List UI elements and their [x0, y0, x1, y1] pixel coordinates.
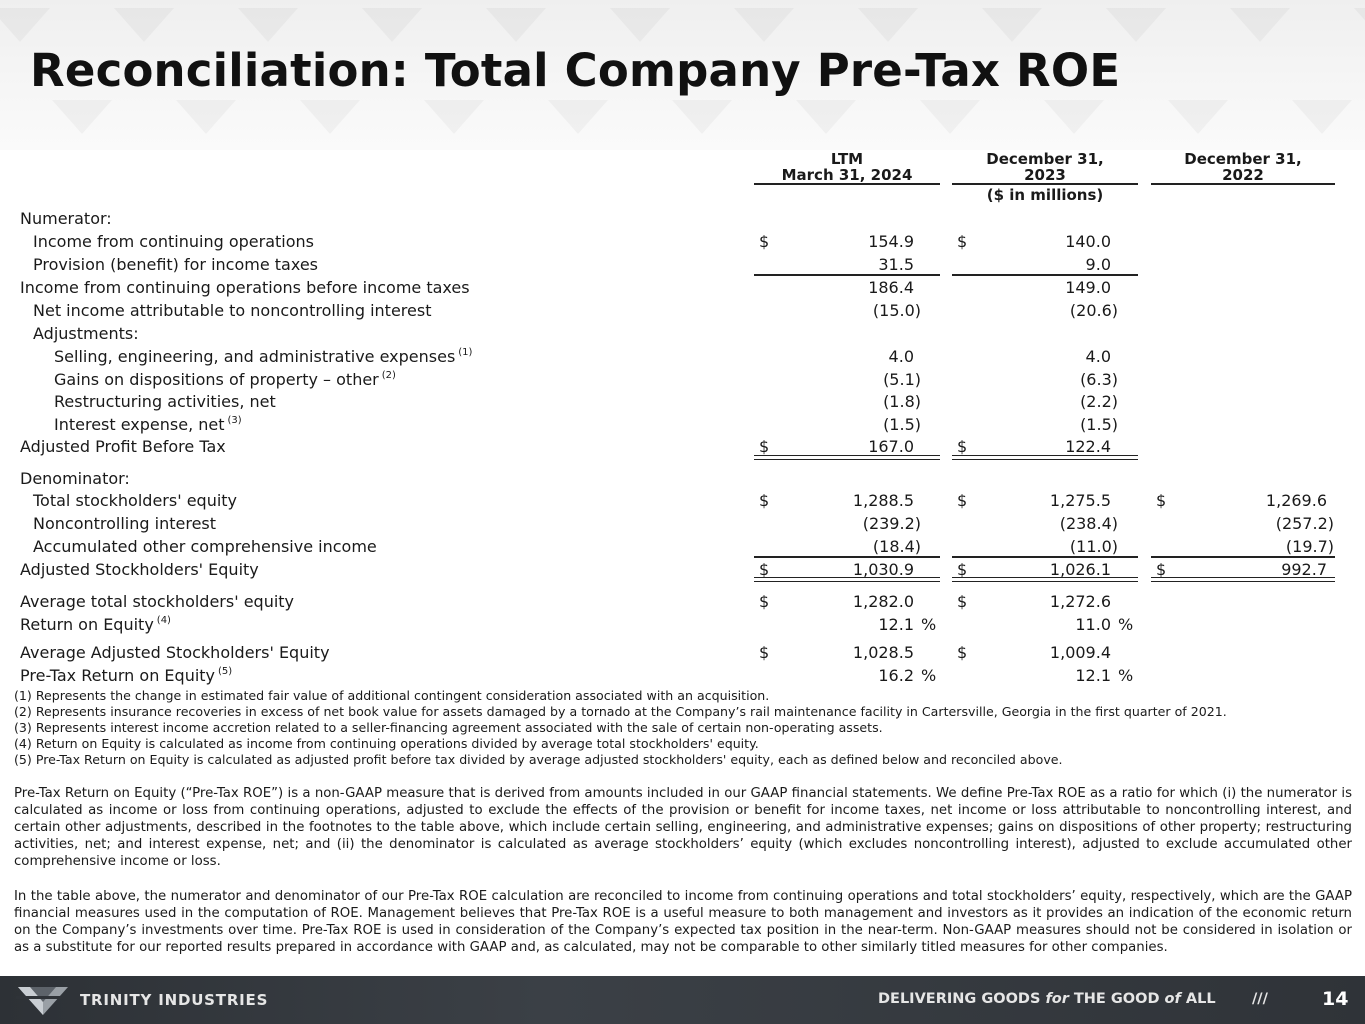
footnote-marker: (4)	[156, 615, 171, 626]
decorative-triangle	[548, 100, 608, 134]
footnote-marker: (2)	[381, 370, 396, 381]
cell-value: 154.9	[868, 232, 914, 251]
slashes-divider: ///	[1252, 991, 1268, 1007]
decorative-triangle	[300, 100, 360, 134]
footnote: (4) Return on Equity is calculated as income from continuing operations divided by average total stockholders' equity.	[14, 736, 759, 751]
table-row	[0, 514, 1365, 536]
column-header-line2: 2022	[1222, 166, 1264, 184]
decorative-triangle	[0, 8, 50, 42]
dollar-sign: $	[957, 592, 968, 611]
decorative-triangle	[734, 8, 794, 42]
decorative-triangle	[1044, 100, 1104, 134]
table-row	[0, 278, 1365, 300]
total-double-rule	[754, 577, 940, 582]
decorative-triangle	[920, 100, 980, 134]
dollar-sign: $	[759, 437, 770, 456]
row-label	[20, 469, 130, 488]
total-double-rule	[754, 455, 940, 460]
row-label-text: Accumulated other comprehensive income	[33, 537, 377, 556]
row-label-text: Income from continuing operations before income taxes	[20, 278, 470, 297]
cell-value: 4.0	[1085, 347, 1111, 366]
cell-value: (257.2)	[1275, 514, 1334, 533]
tagline-part: DELIVERING GOODS	[878, 991, 1046, 1007]
row-label	[20, 592, 294, 611]
cell-value: 16.2	[878, 666, 914, 685]
cell-value: 9.0	[1085, 255, 1111, 274]
subtotal-rule	[1151, 556, 1335, 558]
decorative-triangle	[1106, 8, 1166, 42]
row-label	[33, 324, 139, 343]
dollar-sign: $	[957, 643, 968, 662]
row-label	[33, 255, 318, 274]
table-row	[0, 666, 1365, 688]
table-row	[0, 232, 1365, 254]
percent-sign: %	[1118, 615, 1134, 634]
cell-value: 1,288.5	[852, 491, 914, 510]
row-label	[54, 392, 276, 411]
decorative-triangle	[1168, 100, 1228, 134]
row-label-text: Numerator:	[20, 209, 112, 228]
column-header-line1: December 31,	[1184, 150, 1302, 168]
row-label-text: Adjustments:	[33, 324, 139, 343]
definition-paragraph: Pre-Tax Return on Equity (“Pre-Tax ROE”) is a non-GAAP measure that is derived from amounts included in our GAAP financial statements. We define Pre-Tax ROE as a ratio for which (i) the numerator is calculated as income or loss from continuing operations, adjusted to exclude the effects of the provision or benefit for income taxes, net income or loss attributable to noncontrolling interest, and certain other adjustments, described in the footnotes to the table above, which include certain selling, engineering, and administrative expenses; gains on dispositions of other property; restructuring activities, net; and interest expense, net; and (ii) the denominator is calculated as average stockholders’ equity (which excludes noncontrolling interest), adjusted to exclude accumulated other comprehensive income or loss.	[14, 786, 1352, 869]
cell-value: 149.0	[1065, 278, 1111, 297]
cell-value: 186.4	[868, 278, 914, 297]
row-label	[54, 370, 396, 389]
units-label: ($ in millions)	[986, 186, 1104, 204]
decorative-triangle	[672, 100, 732, 134]
table-row	[0, 255, 1365, 277]
cell-value: (19.7)	[1285, 537, 1334, 556]
row-label-text: Income from continuing operations	[33, 232, 314, 251]
cell-value: 1,275.5	[1049, 491, 1111, 510]
cell-value: 12.1	[878, 615, 914, 634]
cell-value: (1.8)	[883, 392, 921, 411]
tagline	[878, 991, 1216, 1007]
cell-value: 11.0	[1075, 615, 1111, 634]
page-number: 14	[1322, 988, 1349, 1010]
column-header-line2: March 31, 2024	[781, 166, 913, 184]
header-rule	[952, 183, 1138, 185]
cell-value: (20.6)	[1069, 301, 1118, 320]
decorative-triangle	[1354, 8, 1365, 42]
row-label-text: Gains on dispositions of property – other	[54, 370, 379, 389]
row-label	[54, 347, 472, 366]
table-row	[0, 491, 1365, 513]
row-label	[33, 491, 237, 510]
decorative-triangle	[796, 100, 856, 134]
header-rule	[1151, 183, 1335, 185]
footer-bar	[0, 976, 1365, 1024]
footnote: (2) Represents insurance recoveries in excess of net book value for assets damaged by a tornado at the Company’s rail maintenance facility in Cartersville, Georgia in the first quarter of 2021.	[14, 704, 1227, 719]
row-label-text: Provision (benefit) for income taxes	[33, 255, 319, 274]
cell-value: 1,282.0	[852, 592, 914, 611]
cell-value: (18.4)	[872, 537, 921, 556]
row-label-text: Denominator:	[20, 469, 130, 488]
dollar-sign: $	[957, 560, 968, 579]
cell-value: (239.2)	[862, 514, 921, 533]
row-label-text: Average total stockholders' equity	[20, 592, 295, 611]
table-row	[0, 592, 1365, 614]
table-row	[0, 209, 1365, 231]
decorative-triangle	[52, 100, 112, 134]
cell-value: (1.5)	[883, 415, 921, 434]
row-label	[33, 232, 314, 251]
row-label	[20, 643, 330, 662]
cell-value: 140.0	[1065, 232, 1111, 251]
row-label-text: Interest expense, net	[54, 415, 225, 434]
column-header-ltm	[754, 151, 940, 183]
table-row	[0, 324, 1365, 346]
cell-value: 1,030.9	[852, 560, 914, 579]
cell-value: (2.2)	[1080, 392, 1118, 411]
table-row	[0, 643, 1365, 665]
subtotal-rule	[952, 274, 1138, 276]
dollar-sign: $	[957, 491, 968, 510]
row-label-text: Average Adjusted Stockholders' Equity	[20, 643, 330, 662]
tagline-for: for	[1045, 991, 1069, 1007]
row-label	[33, 537, 377, 556]
footnotes	[14, 688, 1354, 768]
cell-value: 1,009.4	[1049, 643, 1111, 662]
footnote: (1) Represents the change in estimated fair value of additional contingent consideration associated with an acquisition.	[14, 688, 770, 703]
dollar-sign: $	[957, 437, 968, 456]
decorative-triangle	[114, 8, 174, 42]
cell-value: 1,272.6	[1049, 592, 1111, 611]
row-label-text: Total stockholders' equity	[33, 491, 238, 510]
cell-value: 12.1	[1075, 666, 1111, 685]
cell-value: 992.7	[1281, 560, 1327, 579]
total-double-rule	[952, 577, 1138, 582]
column-header-2022	[1151, 151, 1335, 183]
cell-value: (15.0)	[872, 301, 921, 320]
subtotal-rule	[952, 556, 1138, 558]
subtotal-rule	[754, 556, 940, 558]
subtotal-rule	[754, 274, 940, 276]
total-double-rule	[1151, 577, 1335, 582]
row-label	[20, 560, 259, 579]
cell-value: 31.5	[878, 255, 914, 274]
cell-value: 1,269.6	[1265, 491, 1327, 510]
cell-value: 167.0	[868, 437, 914, 456]
column-header-line1: LTM	[830, 150, 864, 168]
percent-sign: %	[921, 615, 937, 634]
brand-name: TRINITY INDUSTRIES	[80, 991, 269, 1009]
explanation-paragraph: In the table above, the numerator and denominator of our Pre-Tax ROE calculation are reconciled to income from continuing operations and total stockholders’ equity, respectively, which are the GAAP financial measures used in the computation of ROE. Management believes that Pre-Tax ROE is a useful measure to both management and investors as it provides an indication of the economic return on the Company’s investments over time. Pre-Tax ROE is used in consideration of the Company’s expected tax position in the near-term. Non-GAAP measures should not be considered in isolation or as a substitute for our reported results prepared in accordance with GAAP and, as calculated, may not be comparable to other similarly titled measures for other companies.	[14, 889, 1352, 955]
table-row	[0, 392, 1365, 414]
cell-value: 1,026.1	[1049, 560, 1111, 579]
total-double-rule	[952, 455, 1138, 460]
cell-value: (1.5)	[1080, 415, 1118, 434]
decorative-triangle	[238, 8, 298, 42]
row-label	[33, 514, 216, 533]
column-header-2023	[952, 151, 1138, 183]
cell-value: 4.0	[888, 347, 914, 366]
table-row	[0, 347, 1365, 369]
dollar-sign: $	[1156, 560, 1167, 579]
table-row	[0, 615, 1365, 637]
table-row	[0, 370, 1365, 392]
decorative-triangle	[858, 8, 918, 42]
row-label	[20, 209, 112, 228]
row-label-text: Pre-Tax Return on Equity	[20, 666, 216, 685]
decorative-triangle	[1292, 100, 1352, 134]
footnote-marker: (1)	[458, 347, 473, 358]
row-label	[20, 615, 171, 634]
dollar-sign: $	[1156, 491, 1167, 510]
tagline-of: of	[1164, 991, 1181, 1007]
decorative-triangle	[1230, 8, 1290, 42]
dollar-sign: $	[759, 491, 770, 510]
table-row	[0, 469, 1365, 491]
row-label-text: Restructuring activities, net	[54, 392, 276, 411]
decorative-triangle	[486, 8, 546, 42]
cell-value: (5.1)	[883, 370, 921, 389]
row-label-text: Net income attributable to noncontrolling interest	[33, 301, 432, 320]
row-label	[20, 666, 232, 685]
row-label	[33, 301, 431, 320]
row-label-text: Adjusted Stockholders' Equity	[20, 560, 259, 579]
tagline-part: THE GOOD	[1068, 991, 1165, 1007]
footnote: (3) Represents interest income accretion related to a seller-financing agreement associated with the sale of certain non-operating assets.	[14, 720, 883, 735]
cell-value: 1,028.5	[852, 643, 914, 662]
cell-value: (238.4)	[1059, 514, 1118, 533]
header-rule	[754, 183, 940, 185]
footnote-marker: (5)	[218, 666, 233, 677]
footnote: (5) Pre-Tax Return on Equity is calculated as adjusted profit before tax divided by average adjusted stockholders' equity, each as defined below and reconciled above.	[14, 752, 1063, 767]
cell-value: (6.3)	[1080, 370, 1118, 389]
row-label	[54, 415, 242, 434]
dollar-sign: $	[759, 592, 770, 611]
cell-value: (11.0)	[1069, 537, 1118, 556]
decorative-triangle	[610, 8, 670, 42]
column-header-line1: December 31,	[986, 150, 1104, 168]
decorative-triangle	[982, 8, 1042, 42]
row-label-text: Adjusted Profit Before Tax	[20, 437, 226, 456]
row-label-text: Return on Equity	[20, 615, 154, 634]
trinity-logo-icon	[16, 983, 70, 1017]
dollar-sign: $	[759, 560, 770, 579]
percent-sign: %	[1118, 666, 1134, 685]
decorative-triangle	[424, 100, 484, 134]
table-row	[0, 301, 1365, 323]
tagline-part: ALL	[1180, 991, 1216, 1007]
row-label	[20, 437, 226, 456]
percent-sign: %	[921, 666, 937, 685]
page-title: Reconciliation: Total Company Pre-Tax ROE	[30, 44, 1121, 97]
column-header-line2: 2023	[1024, 166, 1066, 184]
table-row	[0, 437, 1365, 459]
row-label-text: Noncontrolling interest	[33, 514, 217, 533]
row-label	[20, 278, 470, 297]
footnote-marker: (3)	[227, 415, 242, 426]
table-row	[0, 415, 1365, 437]
cell-value: 122.4	[1065, 437, 1111, 456]
row-label-text: Selling, engineering, and administrative expenses	[54, 347, 456, 366]
dollar-sign: $	[957, 232, 968, 251]
dollar-sign: $	[759, 232, 770, 251]
decorative-triangle	[362, 8, 422, 42]
dollar-sign: $	[759, 643, 770, 662]
decorative-triangle	[176, 100, 236, 134]
